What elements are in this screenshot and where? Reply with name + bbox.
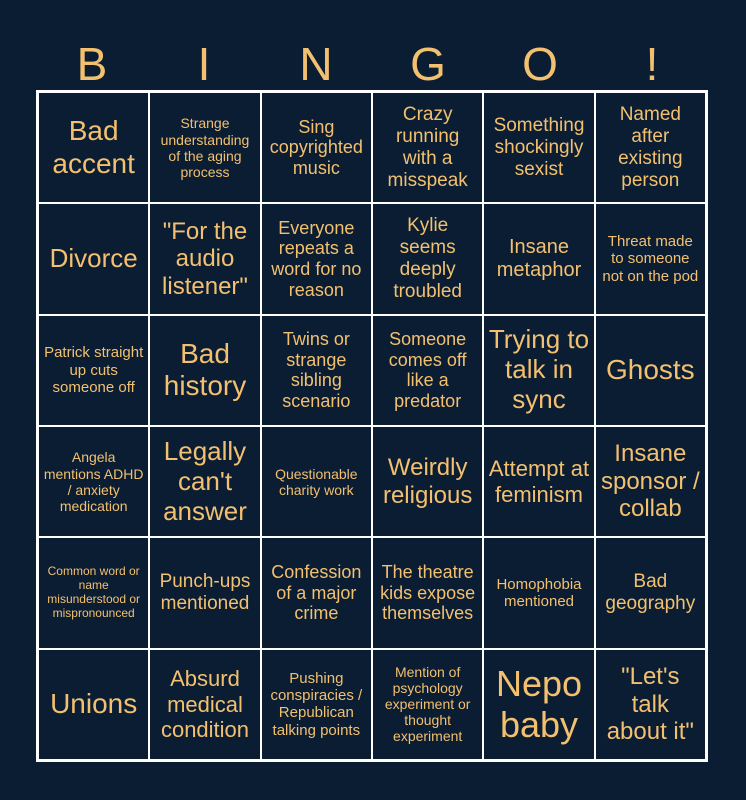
cell-text: Unions <box>50 688 138 720</box>
bingo-cell[interactable] <box>595 203 706 314</box>
bingo-cell[interactable] <box>372 315 483 426</box>
cell-text: Named after existing person <box>618 103 683 191</box>
bingo-cell[interactable] <box>372 649 483 760</box>
cell-text: Divorce <box>49 243 138 274</box>
cell-text: Someone comes off like a predator <box>388 328 467 412</box>
bingo-cell[interactable] <box>483 92 594 203</box>
bingo-cell[interactable] <box>149 426 260 537</box>
bingo-cell[interactable] <box>38 649 149 760</box>
cell-text: Common word or name misunderstood or mispronounced <box>47 564 141 620</box>
cell-text: The theatre kids expose themselves <box>380 561 476 624</box>
cell-text: Bad accent <box>52 115 135 179</box>
cell-text: Legally can't answer <box>163 435 247 526</box>
cell-text: Nepo baby <box>495 662 583 746</box>
bingo-cell[interactable] <box>483 203 594 314</box>
bingo-cell[interactable] <box>38 315 149 426</box>
cell-text: Twins or strange sibling scenario <box>282 328 351 412</box>
cell-text: Threat made to someone not on the pod <box>602 233 699 285</box>
bingo-cell[interactable] <box>372 203 483 314</box>
cell-text: Weirdly religious <box>382 454 473 509</box>
cell-text: Bad geography <box>605 571 696 614</box>
cell-text: Trying to talk in sync <box>488 324 590 415</box>
cell-text: Crazy running with a misspeak <box>387 103 468 191</box>
cell-text: Insane metaphor <box>496 235 582 281</box>
cell-text: "For the audio listener" <box>162 217 248 300</box>
bingo-header <box>36 36 708 92</box>
header-letter-exclamation: ! <box>645 38 659 90</box>
header-letter-g: G <box>410 38 446 90</box>
cell-text: "Let's talk about it" <box>606 662 694 746</box>
bingo-cell[interactable] <box>261 92 372 203</box>
cell-text: Pushing conspiracies / Republican talking points <box>270 669 363 739</box>
bingo-cell[interactable] <box>483 649 594 760</box>
cell-text: Attempt at feminism <box>488 456 590 507</box>
cell-text: Mention of psychology experiment or thought experiment <box>384 664 471 745</box>
header-letter-i: I <box>197 38 211 90</box>
cell-text: Ghosts <box>605 354 695 386</box>
bingo-cell[interactable] <box>261 649 372 760</box>
cell-text: Everyone repeats a word for no reason <box>271 217 362 300</box>
cell-text: Questionable charity work <box>275 465 358 498</box>
bingo-cell[interactable] <box>261 315 372 426</box>
bingo-cell[interactable] <box>38 537 149 648</box>
bingo-cell[interactable] <box>149 649 260 760</box>
cell-text: Homophobia mentioned <box>496 575 582 610</box>
bingo-cell[interactable] <box>149 203 260 314</box>
header-letter-b: B <box>76 38 108 90</box>
cell-text: Sing copyrighted music <box>269 116 363 178</box>
bingo-cell[interactable] <box>372 537 483 648</box>
bingo-cell[interactable] <box>261 203 372 314</box>
bingo-cell[interactable] <box>261 426 372 537</box>
cell-text: Kylie seems deeply troubled <box>393 215 462 302</box>
bingo-cell[interactable] <box>261 537 372 648</box>
bingo-cell[interactable] <box>595 426 706 537</box>
bingo-cell[interactable] <box>38 426 149 537</box>
bingo-cell[interactable] <box>149 92 260 203</box>
bingo-cell[interactable] <box>483 426 594 537</box>
bingo-cell[interactable] <box>372 92 483 203</box>
bingo-cell[interactable] <box>595 649 706 760</box>
bingo-cell[interactable] <box>595 315 706 426</box>
cell-text: Patrick straight up cuts someone off <box>44 344 144 396</box>
cell-text: Confession of a major crime <box>271 561 362 624</box>
cell-text: Absurd medical condition <box>160 666 250 742</box>
cell-text: Angela mentions ADHD / anxiety medication <box>43 449 144 514</box>
bingo-cell[interactable] <box>372 426 483 537</box>
bingo-cell[interactable] <box>149 537 260 648</box>
bingo-cell[interactable] <box>595 537 706 648</box>
bingo-cell[interactable] <box>595 92 706 203</box>
cell-text: Punch-ups mentioned <box>159 571 251 614</box>
bingo-cell[interactable] <box>483 537 594 648</box>
bingo-board <box>36 90 708 762</box>
cell-text: Insane sponsor / collab <box>600 440 700 523</box>
bingo-cell[interactable] <box>483 315 594 426</box>
cell-text: Bad history <box>163 338 247 402</box>
bingo-cell[interactable] <box>38 92 149 203</box>
header-letter-n: N <box>299 38 333 90</box>
cell-text: Something shockingly sexist <box>493 114 585 180</box>
bingo-cell[interactable] <box>149 315 260 426</box>
header-letter-o: O <box>522 38 558 90</box>
cell-text: Strange understanding of the aging process <box>160 115 250 180</box>
bingo-cell[interactable] <box>38 203 149 314</box>
